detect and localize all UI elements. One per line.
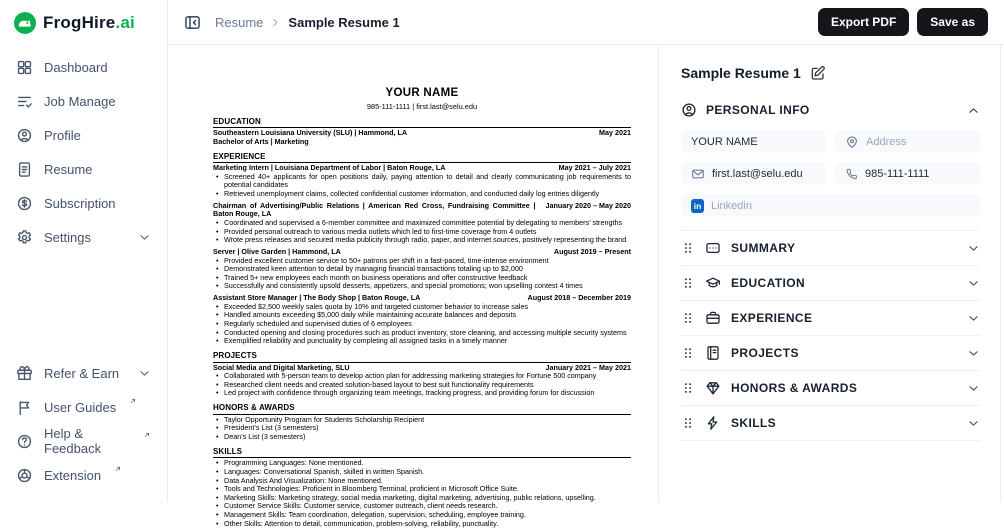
sidebar-item-settings[interactable]	[0, 220, 167, 254]
entry-date: January 2020 – May 2020	[545, 200, 631, 210]
resume-contact: 985-111-1111 | first.last@selu.edu	[366, 101, 478, 111]
export-pdf-button[interactable]: Export PDF	[818, 8, 909, 36]
entry-bullet: • Led project with confidence through organizing team meetings, tracking progress, and providing forum for discussion	[213, 389, 631, 398]
settings-icon	[16, 229, 33, 246]
panel-section-skills[interactable]	[681, 405, 980, 441]
chevron-down	[138, 231, 151, 244]
resume-entry	[213, 202, 631, 245]
phone-input[interactable]	[865, 168, 970, 180]
sidebar-nav-footer	[0, 356, 167, 492]
sidebar-item-label: Refer & Earn	[44, 365, 120, 381]
drag-handle-icon[interactable]	[681, 346, 695, 360]
external-arrow	[129, 397, 137, 405]
entry-bullet: • President’s List (3 semesters)	[213, 424, 631, 433]
sidebar-item-label: Resume	[44, 161, 93, 177]
drag-handle-icon[interactable]	[681, 241, 695, 255]
chevron-down[interactable]	[967, 417, 980, 430]
sidebar-item-extension[interactable]	[0, 458, 167, 492]
resume-entry	[213, 248, 631, 291]
panel-section-honors-awards[interactable]	[681, 370, 980, 405]
help-icon	[16, 433, 33, 450]
entry-subheading: Bachelor of Arts | Marketing	[213, 136, 309, 146]
panel-title: Sample Resume 1	[681, 65, 801, 81]
person-icon	[681, 102, 697, 118]
resume-section-title: PROJECTS	[213, 351, 631, 363]
sidebar-item-label: Job Manage	[44, 93, 116, 109]
entry-bullet: • Regularly scheduled and supervised duties of 6 employees	[213, 320, 631, 329]
panel-section-rows	[681, 230, 980, 441]
sidebar-item-subscription[interactable]	[0, 186, 167, 220]
chevron-down[interactable]	[967, 242, 980, 255]
save-as-button[interactable]: Save as	[917, 8, 988, 36]
entry-date: August 2018 – December 2019	[527, 293, 631, 303]
entry-bullet: • Customer Service Skills: Customer service, customer outreach, client needs research.	[213, 502, 631, 511]
resume-section-title: HONORS & AWARDS	[213, 403, 631, 415]
address-input[interactable]	[866, 136, 970, 148]
entry-bullet: • Dean’s List (3 semesters)	[213, 433, 631, 442]
resume-entry	[213, 294, 631, 346]
entry-date: May 2021	[599, 128, 631, 138]
breadcrumb-section[interactable]: Resume	[215, 14, 264, 30]
sidebar-item-label: Dashboard	[44, 59, 108, 75]
collapse-sidebar-icon[interactable]	[184, 14, 201, 31]
entry-date: August 2019 – Present	[553, 246, 631, 256]
sidebar-item-user-guides[interactable]	[0, 390, 167, 424]
dashboard-icon	[16, 59, 33, 76]
panel-section-label: EXPERIENCE	[731, 311, 813, 325]
sidebar-item-label: Extension	[44, 467, 102, 483]
mail-icon	[691, 167, 705, 181]
entry-bullet: • Programming Languages: None mentioned.	[213, 459, 631, 468]
resume-sections	[213, 117, 631, 528]
drag-handle-icon[interactable]	[681, 311, 695, 325]
entry-bullet: • Collaborated with 5-person team to develop action plan for addressing marketing strategies for Fortune 500 company	[213, 372, 631, 381]
entry-heading: Chairman of Advertising/Public Relations | American Red Cross, Fundraising Committee | Baton Rouge, LA	[213, 200, 536, 219]
projects-icon	[705, 345, 721, 361]
panel-section-education[interactable]	[681, 265, 980, 300]
drag-handle-icon[interactable]	[681, 276, 695, 290]
entry-bullet: • Marketing Skills: Marketing strategy, social media marketing, digital marketing, advertising, public relations, upselling.	[213, 494, 631, 503]
topbar	[168, 0, 1004, 45]
panel-section-label: EDUCATION	[731, 276, 806, 290]
brand-name: FrogHire.ai	[43, 13, 135, 32]
resume-document	[168, 45, 658, 528]
linkedin-input[interactable]	[711, 200, 970, 212]
resume-section-title: SKILLS	[213, 447, 631, 459]
resume-section-projects	[213, 351, 631, 398]
resume-section-title: EDUCATION	[213, 117, 631, 129]
panel-section-label: SKILLS	[731, 416, 777, 430]
entry-bullet: • Successfully and consistently upsold desserts, appetizers, and special promotions; won upselling contest 4 times	[213, 282, 631, 291]
panel-section-projects[interactable]	[681, 335, 980, 370]
sidebar-item-label: Help & Feedback	[44, 426, 102, 456]
entry-bullet: • Handled amounts exceeding $5,000 daily while maintaining accurate balances and deposits	[213, 311, 631, 320]
entry-bullet: • Languages: Conversational Spanish, skilled in written Spanish.	[213, 468, 631, 477]
drag-handle-icon[interactable]	[681, 416, 695, 430]
entry-date: January 2021 – May 2021	[545, 362, 631, 372]
entry-bullet: • Demonstrated keen attention to detail by managing financial transactions totaling up to $2,000	[213, 265, 631, 274]
sidebar-item-dashboard[interactable]	[0, 50, 167, 84]
linkedin-field	[681, 194, 980, 217]
profile-icon	[16, 127, 33, 144]
entry-bullet: • Other Skills: Attention to detail, communication, problem-solving, reliability, punctuality.	[213, 520, 631, 528]
subscription-icon	[16, 195, 33, 212]
entry-bullet: • Retrieved unemployment claims, collected confidential customer information, and conducted daily log entries diligently	[213, 190, 631, 199]
personal-info-fields	[681, 130, 980, 217]
resume-section-education	[213, 117, 631, 147]
chevron-right-icon	[270, 17, 281, 28]
entry-bullet: • Tools and Technologies: Proficient in Bloomberg Terminal, proficient in Microsoft Office Suite.	[213, 485, 631, 494]
drag-handle-icon[interactable]	[681, 381, 695, 395]
entry-bullet: • Exceeded $2,500 weekly sales quota by 10% and targeted customer behavior to increase sales	[213, 303, 631, 312]
chevron-up-icon[interactable]	[967, 104, 980, 117]
gift-icon	[16, 365, 33, 382]
external-arrow	[143, 431, 151, 439]
resume-preview-area	[168, 45, 658, 528]
sidebar-item-refer-earn[interactable]	[0, 356, 167, 390]
job-manage-icon	[16, 93, 33, 110]
entry-bullet: • Researched client needs and created solution-based layout to best suit functionality requirements	[213, 381, 631, 390]
location-pin-icon	[845, 135, 859, 149]
entry-bullet: • Exemplified reliability and punctuality by completing all assigned tasks in a timely manner	[213, 337, 631, 346]
personal-info-header[interactable]	[681, 102, 980, 118]
resume-section-experience	[213, 152, 631, 346]
sidebar-item-label: User Guides	[44, 399, 117, 415]
sidebar-nav-main	[0, 50, 167, 254]
chevron-down[interactable]	[967, 382, 980, 395]
entry-bullet: • Trained 5+ new employees each month on business operations and offer constructive feedback	[213, 274, 631, 283]
chevron-down	[138, 367, 151, 380]
entry-bullet: • Conducted opening and closing procedures such as product inventory, store cleaning, and accessing multiple security systems	[213, 329, 631, 338]
sidebar-item-label: Settings	[44, 229, 91, 245]
sidebar-item-job-manage[interactable]	[0, 84, 167, 118]
experience-icon	[705, 310, 721, 326]
entry-date: May 2021 – July 2021	[558, 163, 631, 173]
phone-field	[835, 162, 980, 185]
entry-bullet: • Provided excellent customer service to 50+ patrons per shift in a fast-paced, time-intense environment	[213, 257, 631, 266]
sidebar-item-help-feedback[interactable]	[0, 424, 167, 458]
sidebar-item-label: Profile	[44, 127, 81, 143]
personal-info-label: PERSONAL INFO	[706, 103, 810, 117]
name-field	[681, 130, 826, 153]
entry-bullet: • Screened 40+ applicants for open positions daily, paying attention to detail and clearly communicating job requirements to potential candidates	[213, 173, 631, 190]
brand-logo[interactable]	[0, 10, 167, 50]
chevron-down[interactable]	[967, 347, 980, 360]
linkedin-icon	[691, 199, 704, 213]
topbar-actions	[818, 8, 988, 36]
resume-entry	[213, 459, 631, 528]
sidebar	[0, 0, 168, 502]
entry-bullet: • Taylor Opportunity Program for Students Scholarship Recipient	[213, 416, 631, 425]
extension-icon	[16, 467, 33, 484]
address-field	[835, 130, 980, 153]
external-arrow	[114, 465, 122, 473]
entry-bullet: • Provided personal outreach to various media outlets which led to first-time coverage from 4 outlets	[213, 228, 631, 237]
resume-entry	[213, 129, 631, 146]
panel-section-summary[interactable]	[681, 230, 980, 265]
entry-bullet: • Coordinated and supervised a 6-member committee and maximized committee potential by delegating to members’ strengths	[213, 219, 631, 228]
panel-section-experience[interactable]	[681, 300, 980, 335]
panel-section-label: PROJECTS	[731, 346, 799, 360]
flag-icon	[16, 399, 33, 416]
chevron-down[interactable]	[967, 312, 980, 325]
entry-heading: Server | Olive Garden | Hammond, LA	[213, 246, 341, 256]
entry-bullet: • Data Analysis And Visualization: None mentioned.	[213, 477, 631, 486]
resume-entry	[213, 364, 631, 399]
skills-icon	[705, 415, 721, 431]
chevron-down[interactable]	[967, 277, 980, 290]
sidebar-item-profile[interactable]	[0, 118, 167, 152]
breadcrumb-current: Sample Resume 1	[288, 14, 400, 30]
sidebar-item-label: Subscription	[44, 195, 116, 211]
entry-heading: Social Media and Digital Marketing, SLU	[213, 362, 350, 372]
phone-icon	[845, 167, 858, 180]
editor-panel	[658, 45, 1000, 502]
resume-entry	[213, 164, 631, 199]
honors-icon	[705, 380, 721, 396]
resume-icon	[16, 161, 33, 178]
education-icon	[705, 275, 721, 291]
sidebar-item-resume[interactable]	[0, 152, 167, 186]
name-input[interactable]	[691, 136, 816, 148]
entry-heading: Assistant Store Manager | The Body Shop | Baton Rouge, LA	[213, 293, 421, 303]
email-input[interactable]	[712, 168, 816, 180]
entry-bullet: • Wrote press releases and secured media publicity through radio, paper, and internet sources, positively representing the brand	[213, 236, 631, 245]
resume-entry	[213, 416, 631, 442]
scrollbar-track[interactable]	[1000, 45, 1001, 502]
edit-icon[interactable]	[810, 65, 826, 81]
resume-name: YOUR NAME	[385, 87, 459, 99]
resume-section-honors-awards	[213, 403, 631, 442]
entry-bullet: • Management Skills: Team coordination, delegation, supervision, scheduling, employee training.	[213, 511, 631, 520]
panel-section-label: HONORS & AWARDS	[731, 381, 858, 395]
email-field	[681, 162, 826, 185]
resume-section-skills	[213, 447, 631, 528]
panel-section-label: SUMMARY	[731, 241, 796, 255]
entry-heading: Southeastern Louisiana University (SLU) | Hammond, LA	[213, 128, 408, 138]
frog-logo-icon	[14, 12, 36, 34]
resume-section-title: EXPERIENCE	[213, 152, 631, 164]
summary-icon	[705, 240, 721, 256]
entry-heading: Marketing Intern | Louisiana Department of Labor | Baton Rouge, LA	[213, 163, 446, 173]
